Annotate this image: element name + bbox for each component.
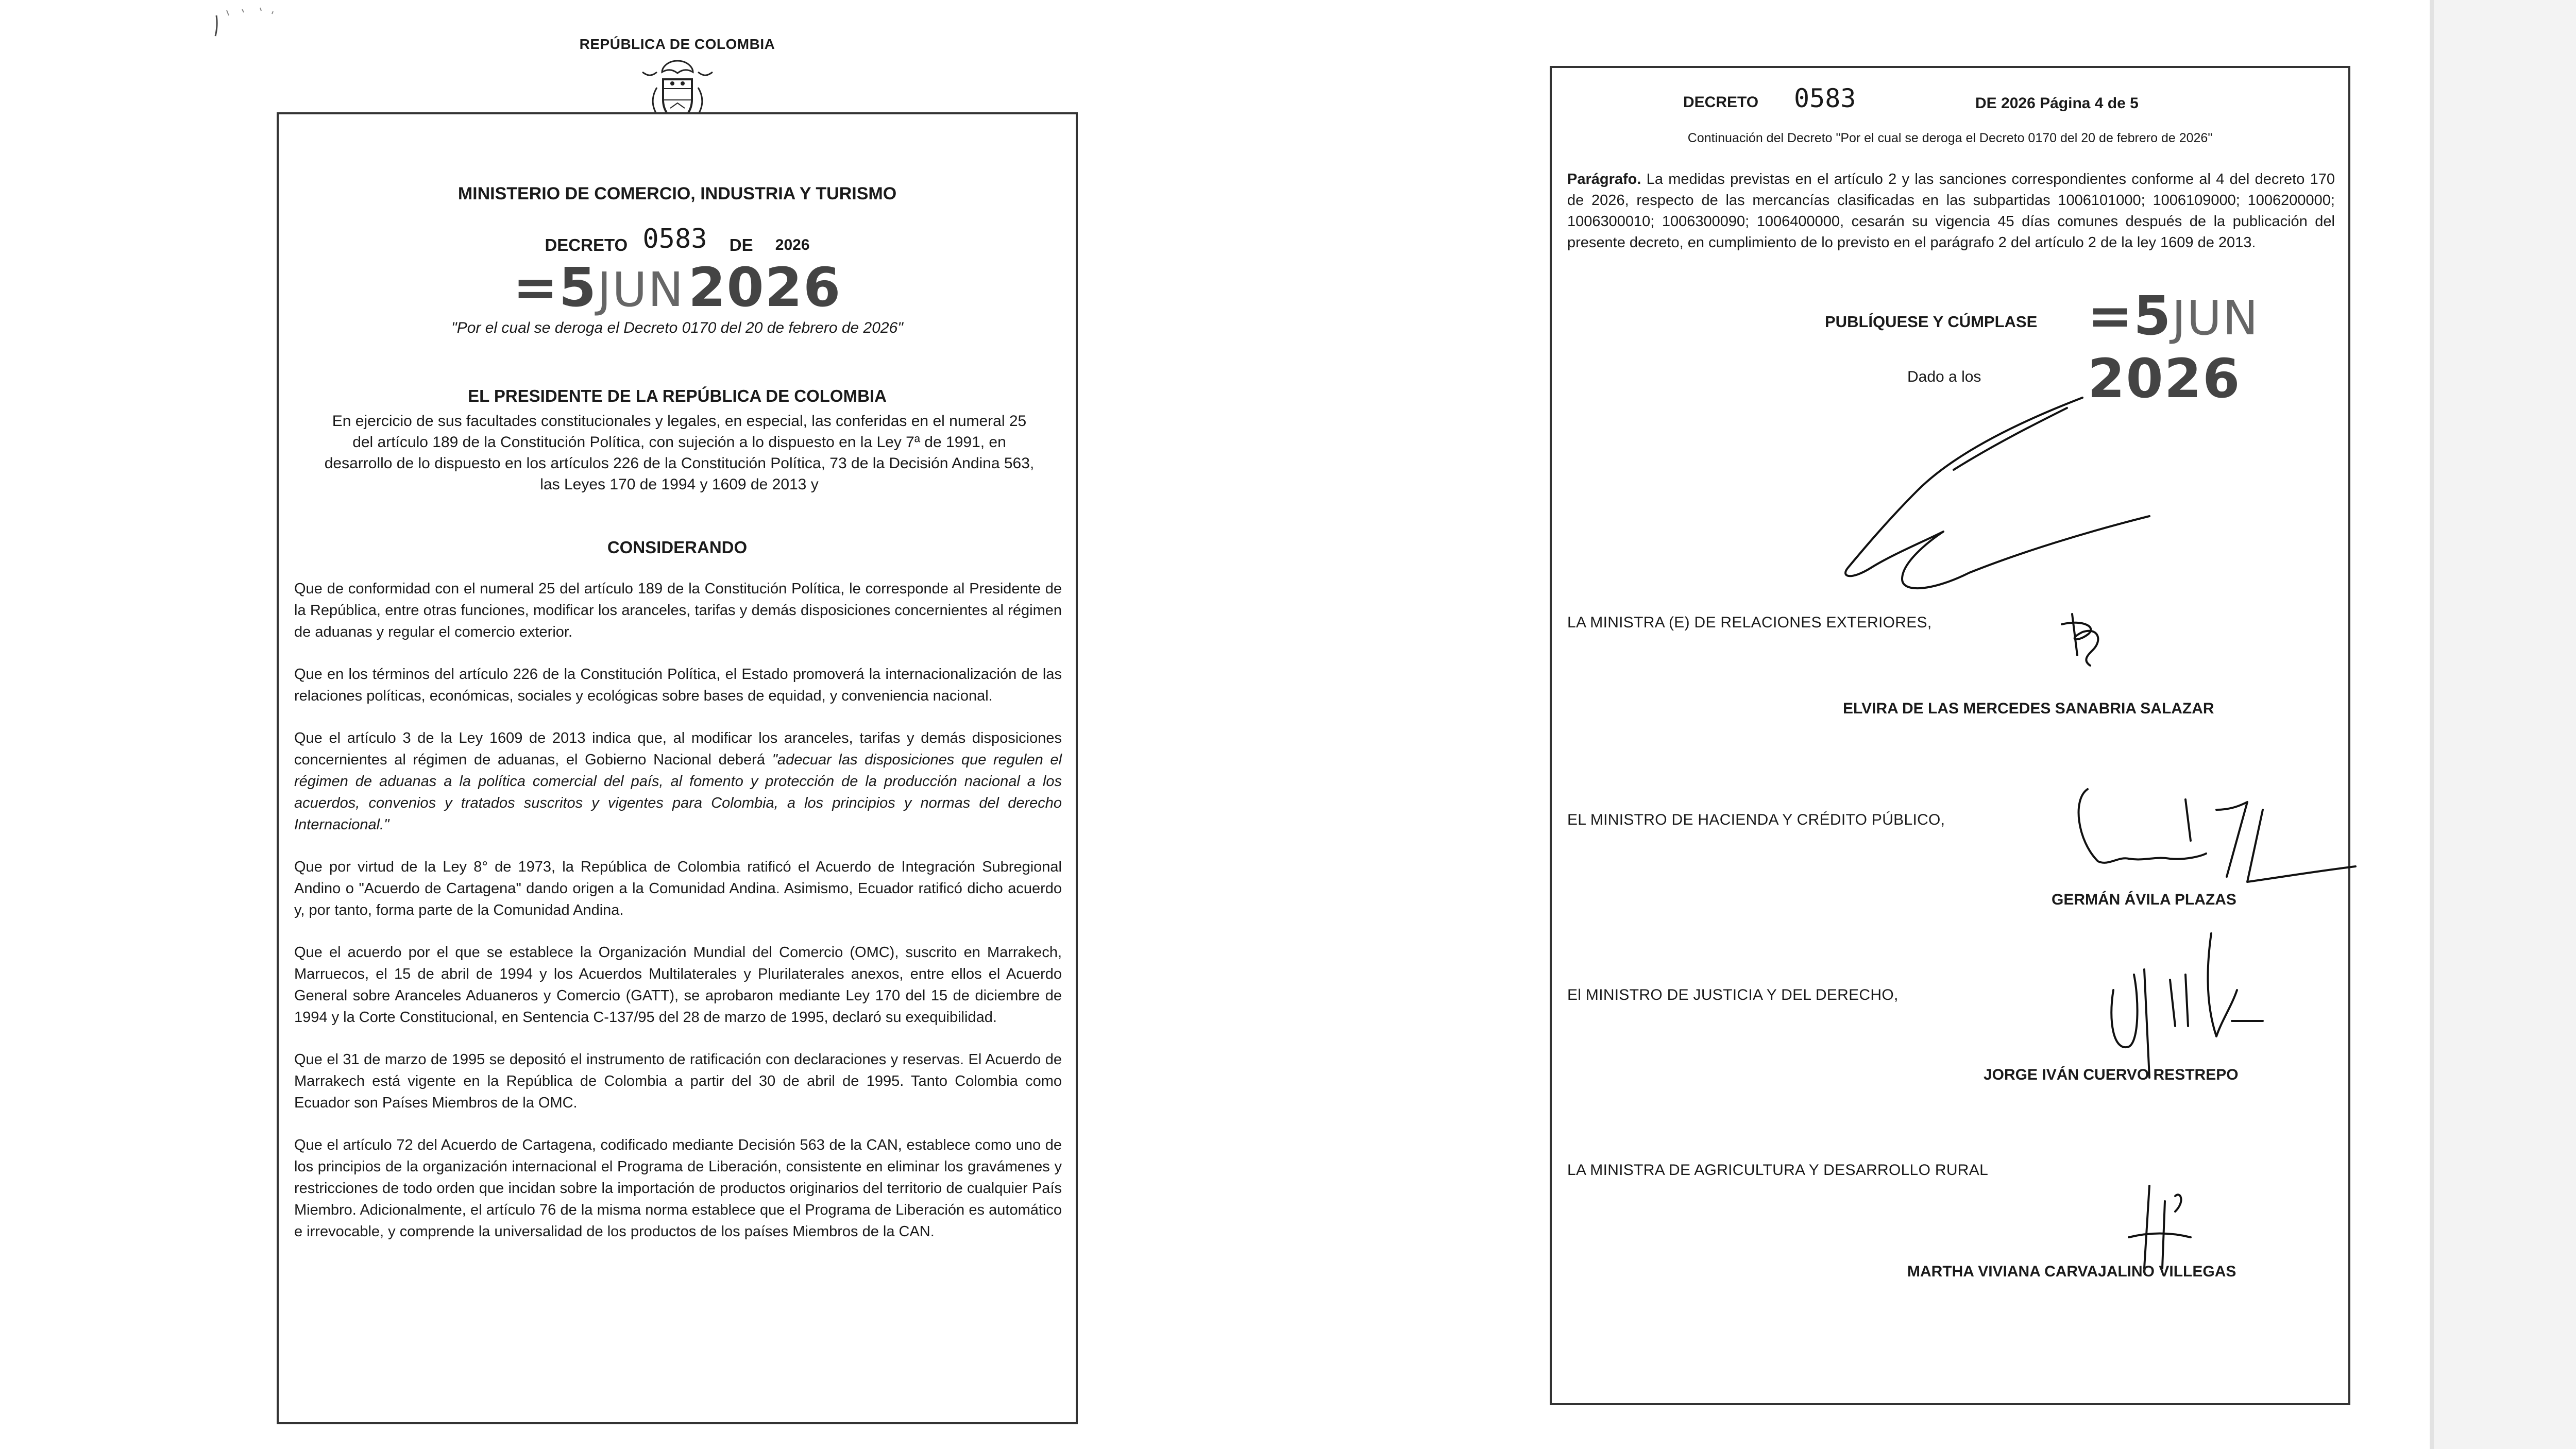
decree-de: DE — [729, 235, 753, 254]
decree-number: 0583 — [1794, 83, 1856, 113]
paragraph-text: Que el artículo 3 de la Ley 1609 de 2013 indica que, al modificar los aranceles, tarifas y demás disposiciones concernientes al régimen de aduanas, el Gobierno Nacional deberá — [294, 730, 1062, 768]
stamp-dash: = — [513, 256, 559, 319]
signatory-name: MARTHA VIVIANA CARVAJALINO VILLEGAS — [1907, 1263, 2236, 1280]
viewer-right-margin — [2430, 0, 2576, 1449]
stamp-year: 2026 — [688, 256, 842, 319]
date-stamp — [279, 256, 1076, 319]
continuation-line: Continuación del Decreto "Por el cual se deroga el Decreto 0170 del 20 de febrero de 2026" — [1687, 131, 2213, 145]
publiquese-label: PUBLÍQUESE Y CÚMPLASE — [1825, 313, 2038, 331]
signatory-role: El MINISTRO DE JUSTICIA Y DEL DERECHO, — [1567, 986, 1899, 1003]
decree-label: DECRETO — [1683, 94, 1759, 111]
considerando-paragraphs — [294, 578, 1062, 1263]
stamp-dash: = — [2088, 284, 2134, 347]
preamble-text: En ejercicio de sus facultades constitucionales y legales, en especial, las conferidas en el numeral 25 del artículo 189 de la Constitución Política, con sujeción a lo dispuesto en la Ley 7ª de 1991, en desarrollo de lo dispuesto en los artículos 226 de la Constitución Política, 73 de la Decisión Andina 563, las Leyes 170 de 1994 y 1609 de 2013 y — [324, 413, 1035, 493]
signatory-role: LA MINISTRA DE AGRICULTURA Y DESARROLLO RURAL — [1567, 1162, 1989, 1179]
ministry-heading: MINISTERIO DE COMERCIO, INDUSTRIA Y TURISMO — [457, 184, 897, 203]
signatory-name: ELVIRA DE LAS MERCEDES SANABRIA SALAZAR — [1843, 700, 2214, 717]
paragraph: Que de conformidad con el numeral 25 del artículo 189 de la Constitución Política, le corresponde al Presidente de la República, entre otras funciones, modificar los aranceles, tarifas y demás disposiciones concernientes al régimen de aduanas y regular el comercio exterior. — [294, 581, 1062, 640]
paragrafo-text: La medidas previstas en el artículo 2 y las sanciones correspondientes conforme al 4 del decreto 170 de 2026, respecto de las mercancías clasificadas en las subpartidas 1006101000; 1006109000; 1006200000; 1006300010; 1006300090; 1006400000, cesarán su vigencia 45 días comunes después de la publicación del presente decreto, en cumplimiento de lo previsto en el parágrafo 2 del artículo 2 de la ley 1609 de 2013. — [1567, 171, 2335, 251]
paragraph: Que el 31 de marzo de 1995 se depositó el instrumento de ratificación con declaraciones y reservas. El Acuerdo de Marrakech está vigente en la República de Colombia a partir del 30 de abril de 1995. Tanto Colombia como Ecuador son Países Miembros de la OMC. — [294, 1051, 1062, 1111]
stamp-month: JUN — [597, 262, 685, 317]
paragraph: Que en los términos del artículo 226 de la Constitución Política, el Estado promoverá la internacionalización de las relaciones políticas, económicas, sociales y ecológicas sobre bases de equidad, y conveniencia nacional. — [294, 666, 1062, 704]
paragraph-with-quote — [294, 727, 1062, 836]
paragrafo — [1567, 169, 2335, 253]
decree-page-1 — [277, 112, 1078, 1424]
paragraph: Que el artículo 72 del Acuerdo de Cartagena, codificado mediante Decisión 563 de la CAN, establece como uno de los principios de la organización internacional el Programa de Liberación, consistente en eliminar los gravámenes y restricciones de todo orden que incidan sobre la importación de productos originarios del territorio de cualquier País Miembro. Adicionalmente, el artículo 76 de la misma norma establece que el Programa de Liberación es automático e irrevocable, y comprende la universalidad de los productos de los países Miembros de la CAN. — [294, 1137, 1062, 1240]
stamp-day: 5 — [2133, 284, 2172, 347]
signature-2 — [2067, 779, 2355, 892]
paragraph: Que por virtud de la Ley 8° de 1973, la República de Colombia ratificó el Acuerdo de Integración Subregional Andino o "Acuerdo de Cartagena" dando origen a la Comunidad Andina. Asimismo, Ecuador ratificó dicho acuerdo y, por tanto, forma parte de la Comunidad Andina. — [294, 859, 1062, 918]
signatory-role: LA MINISTRA (E) DE RELACIONES EXTERIORES, — [1567, 614, 1932, 631]
paragraph: Que el acuerdo por el que se establece la Organización Mundial del Comercio (OMC), suscrito en Marrakech, Marruecos, el 15 de abril de 1994 y los Acuerdos Multilaterales y Plurilaterales anexos, entre ellos el Acuerdo General sobre Aranceles Aduaneros y Comercio (GATT), se aprobaron mediante Ley 170 del 15 de diciembre de 1994 y la Corte Constitucional, en Sentencia C-137/95 del 28 de marzo de 1995, declaró su exequibilidad. — [294, 944, 1062, 1026]
considerando-heading: CONSIDERANDO — [607, 538, 748, 557]
republic-heading: REPÚBLICA DE COLOMBIA — [579, 36, 775, 52]
decree-label: DECRETO — [545, 235, 628, 254]
president-heading: EL PRESIDENTE DE LA REPÚBLICA DE COLOMBIA — [468, 386, 887, 405]
page-info: DE 2026 Página 4 de 5 — [1975, 95, 2139, 112]
signatory-name: GERMÁN ÁVILA PLAZAS — [2052, 891, 2236, 908]
decree-page-4 — [1550, 66, 2350, 1405]
paragrafo-label: Parágrafo. — [1567, 171, 1641, 187]
decree-number-line — [279, 224, 1076, 255]
decree-subtitle: "Por el cual se deroga el Decreto 0170 del 20 de febrero de 2026" — [451, 319, 903, 336]
signature-1 — [2052, 604, 2124, 676]
stamp-day: 5 — [558, 256, 598, 319]
signatory-role: EL MINISTRO DE HACIENDA Y CRÉDITO PÚBLICO, — [1567, 811, 1945, 828]
signature-4 — [2119, 1181, 2196, 1273]
stamp-year: 2026 — [2088, 347, 2241, 410]
president-signature — [1799, 387, 2160, 604]
decree-year: 2026 — [775, 236, 810, 253]
dado-a-los: Dado a los — [1907, 368, 1981, 385]
signatory-name: JORGE IVÁN CUERVO RESTREPO — [1984, 1066, 2239, 1083]
stamp-month: JUN — [2172, 291, 2259, 346]
italic-quote: "adecuar las disposiciones que regulen el régimen de aduanas a la política comercial del país, al fomento y protección de la producción nacional a los acuerdos, convenios y tratados suscritos y vigentes para Colombia, a los principios y normas del derecho Internacional." — [294, 752, 1062, 833]
decree-number: 0583 — [642, 224, 707, 254]
signature-3 — [2093, 923, 2263, 1088]
